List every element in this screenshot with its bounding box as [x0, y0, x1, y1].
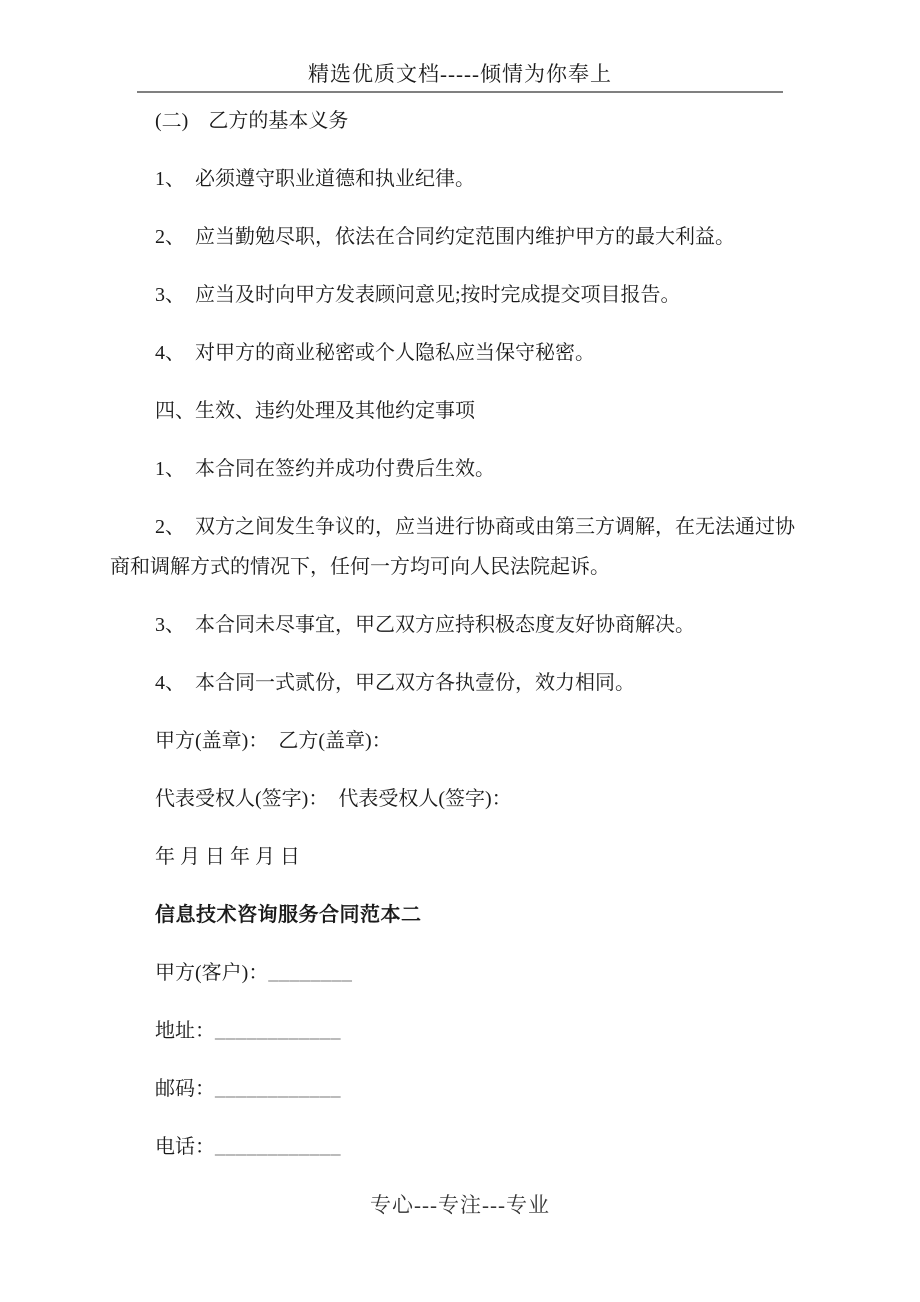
paragraph: [110, 895, 812, 935]
paragraph: [110, 101, 812, 141]
paragraph: [110, 1069, 812, 1109]
paragraph: [110, 275, 812, 315]
paragraph-text: 3、 应当及时向甲方发表顾问意见;按时完成提交项目报告。: [155, 284, 681, 306]
paragraph-text: 4、 本合同一式贰份，甲乙双方各执壹份，效力相同。: [155, 672, 635, 694]
paragraph: [110, 779, 812, 819]
paragraph-text: 四、生效、违约处理及其他约定事项: [155, 400, 475, 422]
paragraph-text: 1、 本合同在签约并成功付费后生效。: [155, 458, 495, 480]
paragraph-text: 2、 双方之间发生争议的，应当进行协商或由第三方调解，在无法通过协商和调解方式的情况下，任何一方均可向人民法院起诉。: [110, 516, 795, 578]
document-body: [110, 101, 812, 1185]
paragraph: [110, 391, 812, 431]
paragraph: [110, 1011, 812, 1051]
paragraph-text: 甲方(客户)：: [155, 962, 269, 984]
paragraph-text: 2、 应当勤勉尽职，依法在合同约定范围内维护甲方的最大利益。: [155, 226, 735, 248]
paragraph-text: (二) 乙方的基本义务: [155, 110, 349, 132]
fill-in-blank: ____________: [215, 1136, 341, 1158]
paragraph-text: 1、 必须遵守职业道德和执业纪律。: [155, 168, 475, 190]
paragraph-text: 甲方(盖章)： 乙方(盖章)：: [155, 730, 392, 752]
paragraph: [110, 837, 812, 877]
fill-in-blank: ____________: [215, 1078, 341, 1100]
paragraph: [110, 663, 812, 703]
paragraph: [110, 449, 812, 489]
paragraph: [110, 1127, 812, 1167]
paragraph-text: 信息技术咨询服务合同范本二: [155, 904, 422, 926]
paragraph: [110, 159, 812, 199]
fill-in-blank: ____________: [215, 1020, 341, 1042]
header-slogan: 精选优质文档-----倾情为你奉上: [308, 62, 612, 86]
header-rule: [137, 91, 783, 93]
paragraph-text: 代表受权人(签字)： 代表受权人(签字)：: [155, 788, 512, 810]
paragraph: [110, 507, 812, 587]
footer-slogan: 专心---专注---专业: [370, 1193, 550, 1217]
paragraph: [110, 721, 812, 761]
paragraph-text: 4、 对甲方的商业秘密或个人隐私应当保守秘密。: [155, 342, 595, 364]
paragraph: [110, 333, 812, 373]
paragraph: [110, 953, 812, 993]
paragraph-text: 年 月 日 年 月 日: [155, 846, 300, 868]
fill-in-blank: ________: [268, 962, 353, 984]
paragraph-text: 地址：: [155, 1020, 215, 1042]
paragraph-text: 3、 本合同未尽事宜，甲乙双方应持积极态度友好协商解决。: [155, 614, 695, 636]
paragraph: [110, 605, 812, 645]
paragraph-text: 电话：: [155, 1136, 215, 1158]
paragraph: [110, 217, 812, 257]
paragraph-text: 邮码：: [155, 1078, 215, 1100]
